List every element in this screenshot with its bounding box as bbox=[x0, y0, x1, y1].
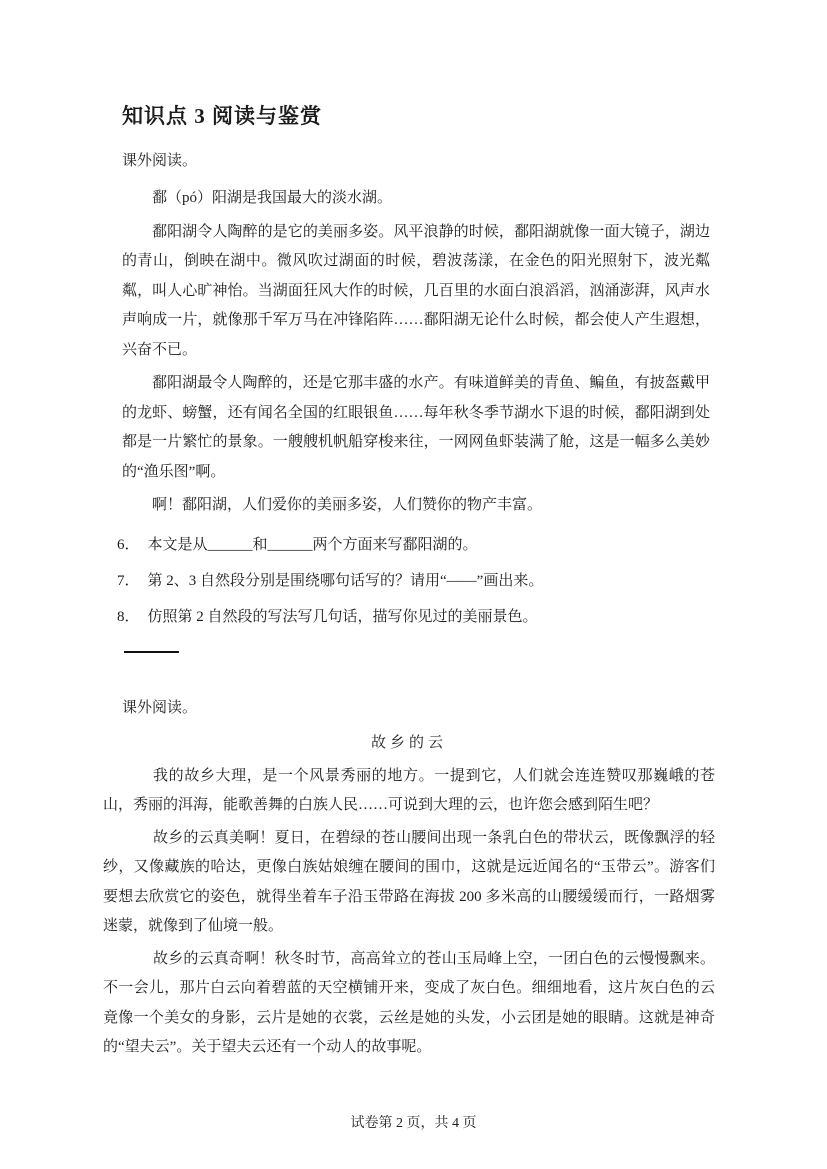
question-7-number: 7． bbox=[117, 572, 140, 589]
answer-line bbox=[124, 651, 179, 653]
question-8-number: 8． bbox=[117, 608, 140, 625]
question-6 bbox=[117, 527, 715, 563]
passage1-paragraph-3: 鄱阳湖最令人陶醉的，还是它那丰盛的水产。有味道鲜美的青鱼、鳊鱼，有披盔戴甲的龙虾、螃蟹，还有闻名全国的红眼银鱼……每年秋冬季节湖水下退的时候，鄱阳湖到处都是一片繁忙的景象。一艘艘机帆船穿梭来往，一网网鱼虾装满了舱，这是一幅多么美妙的“渔乐图”啊。 bbox=[122, 375, 710, 480]
page-heading: 知识点 3 阅读与鉴赏 bbox=[122, 104, 322, 128]
section1-label: 课外阅读。 bbox=[122, 153, 198, 169]
section2-label: 课外阅读。 bbox=[122, 699, 198, 716]
passage-hometown-clouds bbox=[103, 762, 715, 1063]
passage2-paragraph-1: 我的故乡大理，是一个风景秀丽的地方。一提到它，人们就会连连赞叹那巍峨的苍山，秀丽的洱海，能歌善舞的白族人民……可说到大理的云，也许您会感到陌生吧？ bbox=[103, 767, 715, 813]
question-8 bbox=[117, 599, 715, 635]
passage1-paragraph-2: 鄱阳湖令人陶醉的是它的美丽多姿。风平浪静的时候，鄱阳湖就像一面大镜子，湖边的青山，倒映在湖中。微风吹过湖面的时候，碧波荡漾，在金色的阳光照射下，波光粼粼，叫人心旷神怡。当湖面狂风大作的时候，几百里的水面白浪滔滔，汹涌澎湃，风声水声响成一片，就像那千军万马在冲锋陷阵……鄱阳湖无论什么时候，都会使人产生遐想，兴奋不已。 bbox=[122, 223, 710, 358]
question-7-text: 第 2、3 自然段分别是围绕哪句话写的？请用“——”画出来。 bbox=[147, 572, 544, 589]
passage2-title: 故乡的云 bbox=[370, 734, 447, 751]
passage1-paragraph-4: 啊！鄱阳湖，人们爱你的美丽多姿，人们赞你的物产丰富。 bbox=[152, 497, 543, 513]
passage1-paragraph-1: 鄱（pó）阳湖是我国最大的淡水湖。 bbox=[152, 190, 393, 206]
passage-poyang-lake bbox=[103, 184, 715, 521]
page-footer: 试卷第 2 页，共 4 页 bbox=[350, 1116, 477, 1131]
passage2-paragraph-2: 故乡的云真美啊！夏日，在碧绿的苍山腰间出现一条乳白色的带状云，既像飘浮的轻纱，又像藏族的哈达，更像白族姑娘缠在腰间的围巾，这就是远近闻名的“玉带云”。游客们要想去欣赏它的姿色，就得坐着车子沿玉带路在海拔 200 多米高的山腰缓缓而行，一路烟雾迷蒙，就像到了仙境一般。 bbox=[103, 829, 715, 934]
question-6-text: 本文是从______和______两个方面来写鄱阳湖的。 bbox=[147, 536, 478, 553]
question-6-number: 6． bbox=[117, 536, 140, 553]
question-list bbox=[117, 527, 715, 635]
page-content bbox=[103, 0, 715, 1063]
passage2-paragraph-3: 故乡的云真奇啊！秋冬时节，高高耸立的苍山玉局峰上空，一团白色的云慢慢飘来。不一会儿，那片白云向着碧蓝的天空横铺开来，变成了灰白色。细细地看，这片灰白色的云竟像一个美女的身影，云片是她的衣裳，云丝是她的头发，小云团是她的眼睛。这就是神奇的“望夫云”。关于望夫云还有一个动人的故事呢。 bbox=[103, 950, 715, 1055]
question-7 bbox=[117, 563, 715, 599]
question-8-text: 仿照第 2 自然段的写法写几句话，描写你见过的美丽景色。 bbox=[147, 608, 538, 625]
